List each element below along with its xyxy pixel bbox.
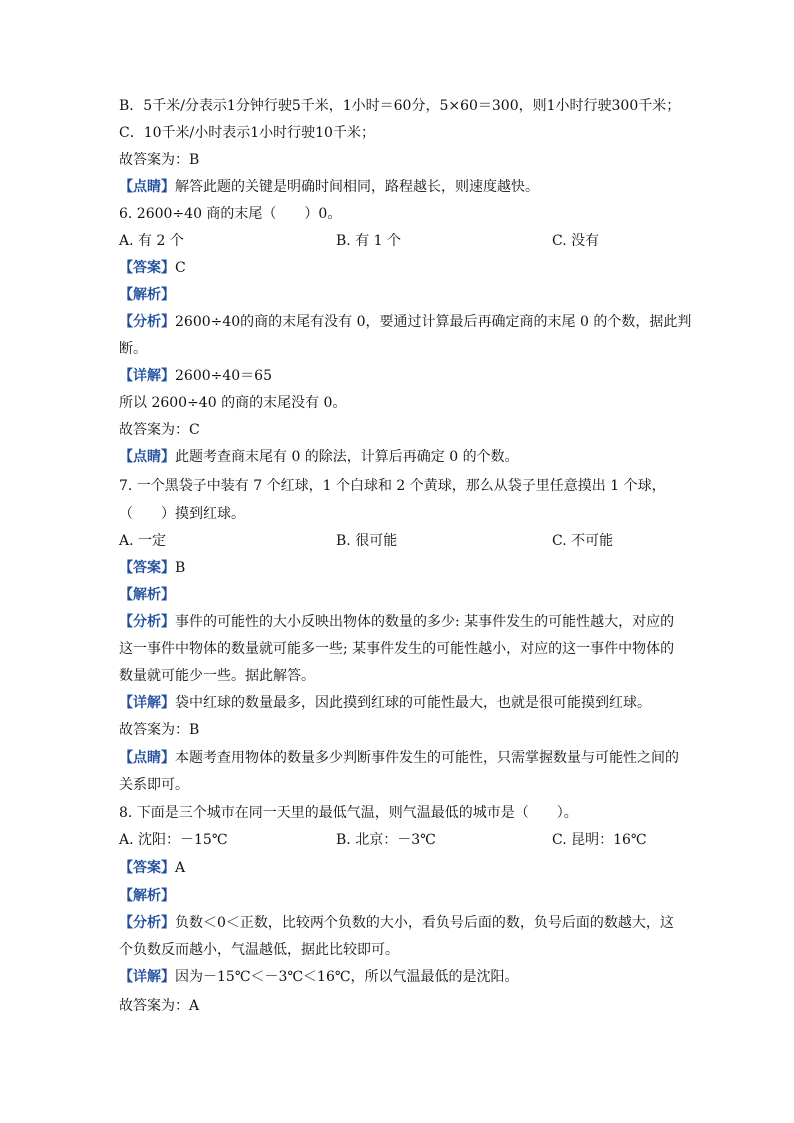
analysis-text: 负数＜0＜正数，比较两个负数的大小，看负号后面的数，负号后面的数越大，这: [175, 915, 674, 931]
q6-tip: [119, 447, 519, 467]
tag-fenxi: 【分析】: [119, 915, 175, 931]
tag-dianjing: 【点睛】: [119, 449, 175, 465]
q7-jiexi: [119, 585, 175, 605]
text-line: 故答案为：A: [119, 998, 200, 1014]
text-line: 关系即可。: [119, 777, 189, 793]
tag-fenxi: 【分析】: [119, 314, 175, 330]
question-7: 7. 一个黑袋子中装有 7 个红球，1 个白球和 2 个黄球，那么从袋子里任意摸出 1 个球，: [119, 478, 666, 494]
answer-value: A: [175, 860, 186, 876]
text-line: C．10千米/小时表示1小时行驶10千米；: [119, 125, 375, 141]
question-8: 8. 下面是三个城市在同一天里的最低气温，则气温最低的城市是（ ）。: [119, 805, 578, 821]
text-line: B．5千米/分表示1分钟行驶5千米，1小时＝60分，5×60＝300，则1小时行驶300千米；: [119, 98, 681, 114]
q6-jiexi: [119, 285, 175, 305]
q7-option-b: B. 很可能: [336, 533, 398, 549]
q7-option-a: A. 一定: [119, 533, 167, 549]
tag-dianjing: 【点睛】: [119, 179, 175, 195]
q7-answer: [119, 558, 185, 578]
tag-xiangjie: 【详解】: [119, 368, 175, 384]
detail-text: 2600÷40＝65: [175, 368, 272, 384]
analysis-text: 2600÷40的商的末尾有没有 0，要通过计算最后再确定商的末尾 0 的个数，据此判: [175, 314, 692, 330]
tag-daan: 【答案】: [119, 860, 175, 876]
text-line: 故答案为：B: [119, 722, 200, 738]
q8-analysis: [119, 913, 674, 933]
tip-line: [119, 177, 539, 197]
tag-daan: 【答案】: [119, 260, 175, 276]
q6-analysis: [119, 312, 691, 332]
tag-jiexi: 【解析】: [119, 287, 175, 303]
text-line: 所以 2600÷40 的商的末尾没有 0。: [119, 395, 347, 411]
q6-detail: [119, 366, 272, 386]
tag-xiangjie: 【详解】: [119, 969, 175, 985]
q7-detail: [119, 693, 651, 713]
detail-text: 袋中红球的数量最多，因此摸到红球的可能性最大，也就是很可能摸到红球。: [175, 695, 651, 711]
text-line: 这一事件中物体的数量就可能多一些; 某事件发生的可能性越小，对应的这一事件中物体的: [119, 641, 675, 657]
q7-analysis: [119, 612, 674, 632]
answer-value: B: [175, 560, 186, 576]
text-line: 数量就可能少一些。据此解答。: [119, 668, 315, 684]
tag-dianjing: 【点睛】: [119, 750, 175, 766]
q8-answer: [119, 858, 185, 878]
q8-option-c: C. 昆明：16℃: [552, 832, 647, 848]
text-line: 个负数反而越小，气温越低，据此比较即可。: [119, 942, 399, 958]
text-line: 断。: [119, 341, 147, 357]
q8-detail: [119, 967, 519, 987]
text-line: （ ）摸到红球。: [119, 506, 245, 522]
tip-text: 解答此题的关键是明确时间相同，路程越长，则速度越快。: [175, 179, 539, 195]
tip-text: 本题考查用物体的数量多少判断事件发生的可能性，只需掌握数量与可能性之间的: [175, 750, 679, 766]
q8-jiexi: [119, 886, 175, 906]
q6-option-c: C. 没有: [552, 233, 600, 249]
tag-fenxi: 【分析】: [119, 614, 175, 630]
q6-option-b: B. 有 1 个: [336, 233, 401, 249]
q7-option-c: C. 不可能: [552, 533, 614, 549]
question-6: 6. 2600÷40 商的末尾（ ）0。: [119, 206, 342, 222]
q6-answer: [119, 258, 186, 278]
answer-value: C: [175, 260, 186, 276]
analysis-text: 事件的可能性的大小反映出物体的数量的多少: 某事件发生的可能性越大，对应的: [175, 614, 675, 630]
q6-option-a: A. 有 2 个: [119, 233, 184, 249]
q7-tip: [119, 748, 679, 768]
tag-jiexi: 【解析】: [119, 888, 175, 904]
q8-option-b: B. 北京：－3℃: [336, 832, 436, 848]
q8-option-a: A. 沈阳：－15℃: [119, 832, 228, 848]
detail-text: 因为－15℃＜－3℃＜16℃，所以气温最低的是沈阳。: [175, 969, 519, 985]
tip-text: 此题考查商末尾有 0 的除法，计算后再确定 0 的个数。: [175, 449, 519, 465]
text-line: 故答案为：B: [119, 152, 200, 168]
text-line: 故答案为：C: [119, 422, 200, 438]
tag-xiangjie: 【详解】: [119, 695, 175, 711]
tag-daan: 【答案】: [119, 560, 175, 576]
tag-jiexi: 【解析】: [119, 587, 175, 603]
